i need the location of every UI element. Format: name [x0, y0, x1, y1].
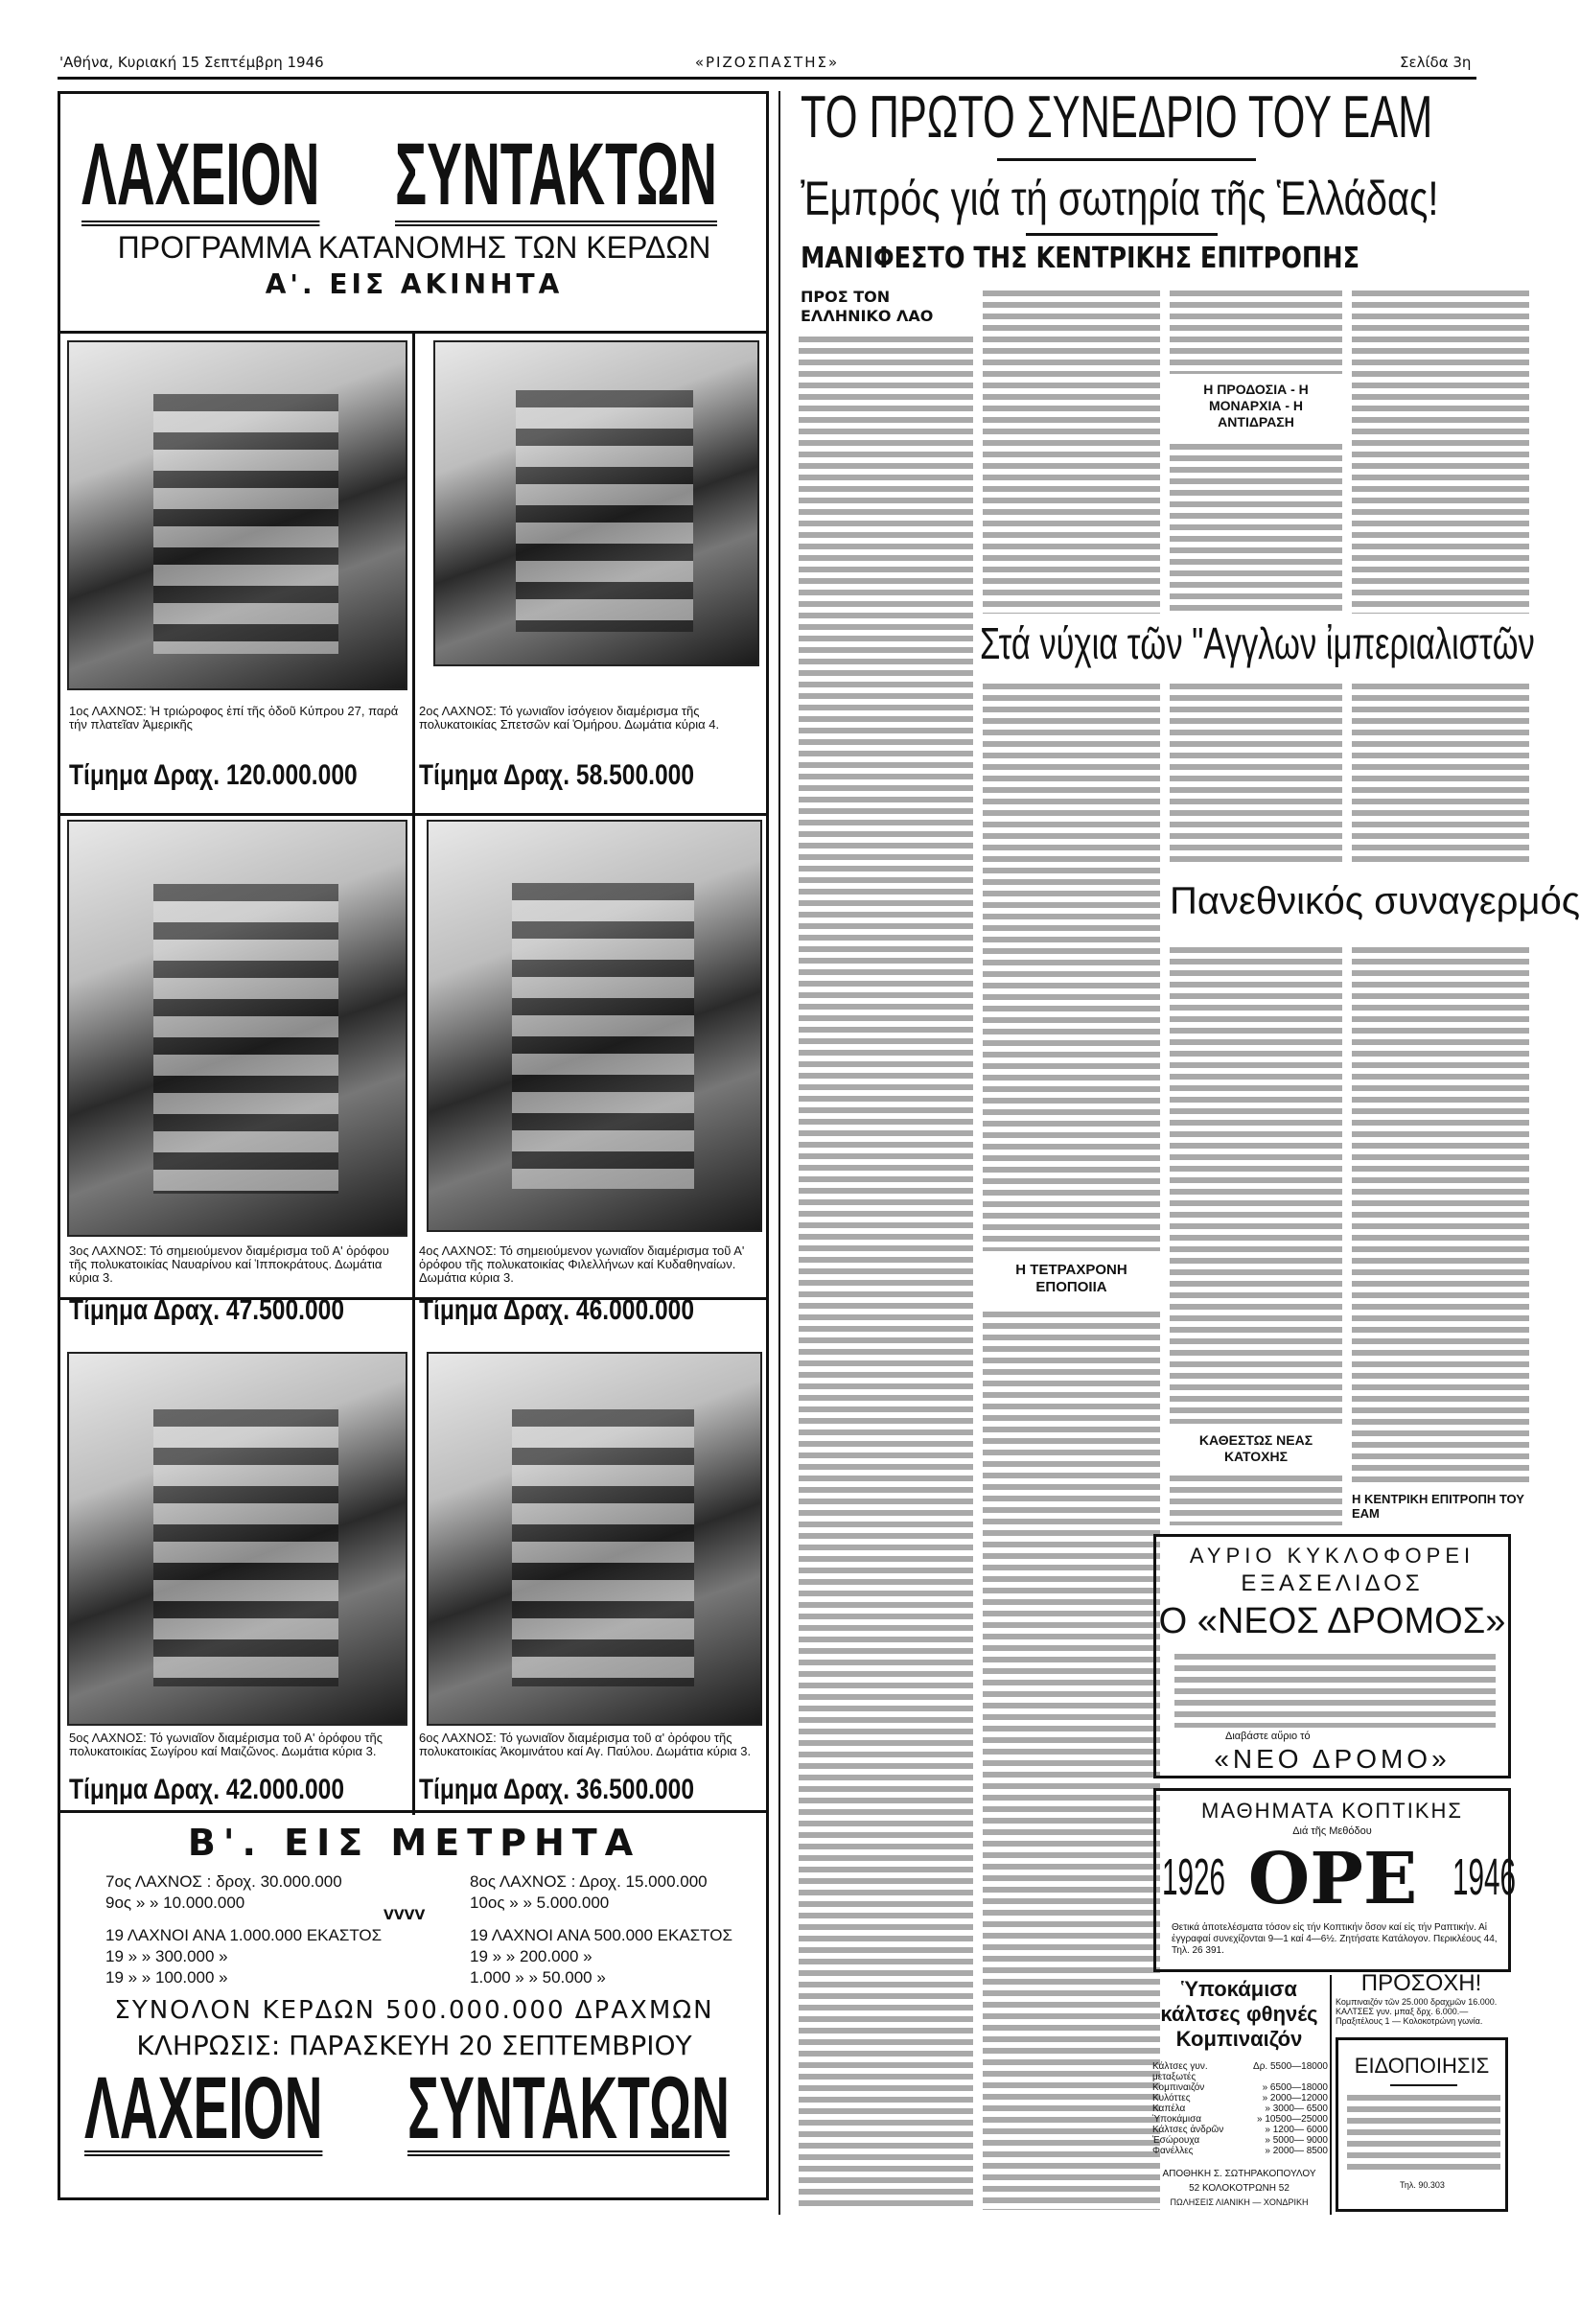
article-headline: ΤΟ ΠΡΩΤΟ ΣΥΝΕΔΡΙΟ ΤΟΥ ΕΑΜ [801, 84, 1433, 151]
article-column-2-bottom [983, 1309, 1160, 2210]
property-photo-2 [433, 340, 759, 666]
prize-row: 1.000 » » 50.000 » [470, 1968, 606, 1987]
item: Καπέλα [1152, 2103, 1186, 2114]
price: » 2000—12000 [1262, 2093, 1328, 2103]
price: » 10500—25000 [1257, 2114, 1328, 2125]
prize-row: 19 » » 300.000 » [105, 1947, 228, 1965]
prize-row: 19 ΛΑΧΝΟΙ ΑΝΑ 1.000.000 ΕΚΑΣΤΟΣ [105, 1926, 383, 1944]
section-a-heading: Α'. ΕΙΣ ΑΚΙΝΗΤΑ [265, 268, 564, 300]
grid-divider [412, 334, 415, 1815]
article-signature: Η ΚΕΝΤΡΙΚΗ ΕΠΙΤΡΟΠΗ ΤΟΥ ΕΑΜ [1352, 1492, 1524, 1521]
property-photo-4 [427, 820, 762, 1232]
item: Κάλτσες ἀνδρῶν [1152, 2125, 1224, 2135]
price-row [1152, 2082, 1328, 2093]
price-row [1152, 2135, 1328, 2146]
masthead-rule [58, 77, 1476, 80]
article-column-4-top [1352, 288, 1529, 614]
shirts-store: ΑΠΟΘΗΚΗ Σ. ΣΩΤΗΡΑΚΟΠΟΥΛΟΥ [1162, 2169, 1316, 2179]
ad-line-tomorrow: ΑΥΡΙΟ ΚΥΚΛΟΦΟΡΕΙ [1189, 1544, 1475, 1568]
issue-date: 'Αθήνα, Κυριακή 15 Σεπτέμβρη 1946 [59, 54, 324, 71]
property-caption-3: 3ος ΛΑΧΝΟΣ: Τό σημειούμενον διαμέρισμα τοῦ Α' ὀρόφου τῆς πολυκατοικίας Ναυαρίνου καί Ἱπποκράτους. Δωμάτια κύρια 3. [69, 1243, 389, 1285]
article-subheadline: Ἐμπρός γιά τή σωτηρία τῆς Ἑλλάδας! [801, 172, 1439, 225]
prize-row: 19 » » 200.000 » [470, 1947, 592, 1965]
article-column-4-bottom [1352, 944, 1529, 1486]
subhead-betrayal: Η ΠΡΟΔΟΣΙΑ - Η ΜΟΝΑΡΧΙΑ - Η ΑΝΤΙΔΡΑΣΗ [1203, 382, 1309, 430]
prize-row: 8ος ΛΑΧΝΟΣ : Δροχ. 15.000.000 [470, 1872, 708, 1891]
price: » 6500—18000 [1262, 2082, 1328, 2093]
article-column-3-bottom [1170, 1473, 1342, 1525]
property-caption-5: 5ος ΛΑΧΝΟΣ: Τό γωνιαῖον διαμέρισμα τοῦ Α' ὀρόφου τῆς πολυκατοικίας Σωγίρου καί Μαιζῶνος. Δωμάτια κύρια 3. [69, 1731, 383, 1758]
divider [1026, 233, 1218, 236]
article-column-1 [799, 334, 973, 2210]
ore-year-right: 1946 [1452, 1848, 1517, 1906]
divider [997, 158, 1256, 161]
ore-title: ΜΑΘΗΜΑΤΑ ΚΟΠΤΙΚΗΣ [1201, 1799, 1463, 1823]
shirts-address: 52 ΚΟΛΟΚΟΤΡΩΝΗ 52 [1189, 2183, 1290, 2194]
section-headline-imperialists: Στά νύχια τῶν "Αγγλων ἰμπεριαλιστῶν [980, 618, 1535, 668]
price-row [1152, 2125, 1328, 2135]
ore-brand: ΟΡΕ [1247, 1838, 1418, 1920]
property-price-5: Τίμημα Δραχ. 42.000.000 [69, 1774, 345, 1805]
subhead-to-greek-people: ΠΡΟΣ ΤΟΝ ΕΛΛΗΝΙΚΟ ΛΑΟ [801, 288, 934, 325]
prize-row: 7ος ΛΑΧΝΟΣ : δροχ. 30.000.000 [105, 1872, 342, 1891]
property-price-2: Τίμημα Δραχ. 58.500.000 [419, 759, 695, 791]
section-b-heading: Β'. ΕΙΣ ΜΕΤΡΗΤΑ [187, 1822, 641, 1864]
prize-row: 19 ΛΑΧΝΟΙ ΑΝΑ 500.000 ΕΚΑΣΤΟΣ [470, 1926, 732, 1944]
item: Ἐσώρουχα [1152, 2135, 1200, 2146]
notice-phone: Τηλ. 90.303 [1400, 2180, 1445, 2190]
property-price-3: Τίμημα Δραχ. 47.500.000 [69, 1294, 345, 1326]
article-kicker: ΜΑΝΙΦΕΣΤΟ ΤΗΣ ΚΕΝΤΡΙΚΗΣ ΕΠΙΤΡΟΠΗΣ [801, 242, 1360, 275]
attention-title: ΠΡΟΣΟΧΗ! [1360, 1970, 1482, 1996]
property-price-1: Τίμημα Δραχ. 120.000.000 [69, 759, 358, 791]
attention-body: Κομπιναιζόν τῶν 25.000 δραχμῶν 16.000. ΚΑΛΤΣΕΣ γυν. μπαξ δρχ. 6.000.— Πραξιτέλους 1 — Κολοκοτρώνη γωνία. [1336, 1997, 1498, 2026]
ornament: ᐯᐯᐯᐯ [383, 1908, 426, 1923]
item: Φανέλλες [1152, 2146, 1194, 2156]
total-prizes: ΣΥΝΟΛΟΝ ΚΕΡΔΩΝ 500.000.000 ΔΡΑΧΜΩΝ [114, 1996, 714, 2025]
lottery-title-left: ΛΑΧΕΙΟΝ [81, 129, 319, 226]
price: Δρ. 5500—18000 [1253, 2061, 1328, 2072]
item: Κυλόττες [1152, 2093, 1191, 2103]
shirts-title: Ὑποκάμισα κάλτσες φθηνές Κομπιναιζόν [1160, 1977, 1318, 2051]
item: Κάλτσες γυν. μεταξωτές [1152, 2061, 1208, 2082]
lottery-title-right: ΣΥΝΤΑΚΤΩΝ [395, 129, 717, 226]
draw-date: ΚΛΗΡΩΣΙΣ: ΠΑΡΑΣΚΕΥΗ 20 ΣΕΠΤΕΜΒΡΙΟΥ [136, 2030, 692, 2061]
item: Κομπιναιζόν [1152, 2082, 1205, 2093]
price: » 1200— 6000 [1265, 2125, 1328, 2135]
property-price-4: Τίμημα Δραχ. 46.000.000 [419, 1294, 695, 1326]
prize-row: 19 » » 100.000 » [105, 1968, 228, 1987]
price-row [1152, 2146, 1328, 2156]
property-photo-1 [67, 340, 407, 690]
property-caption-6: 6ος ΛΑΧΝΟΣ: Τό γωνιαῖον διαμέρισμα τοῦ α' ὀρόφου τῆς πολυκατοικίας Ἀκομινάτου καί Αγ. Παύλου. Δωμάτια κύρια 3. [419, 1731, 752, 1758]
column-divider [778, 91, 780, 2215]
article-column-4-mid [1352, 681, 1529, 868]
price: » 3000— 6500 [1265, 2103, 1328, 2114]
price: » 5000— 9000 [1265, 2135, 1328, 2146]
cash-prizes-right [470, 1871, 732, 1988]
lottery-footer-right: ΣΥΝΤΑΚΤΩΝ [407, 2059, 730, 2157]
divider [1390, 2084, 1457, 2086]
article-column-3b [1170, 944, 1342, 1424]
newspaper-name: «ΡΙΖΟΣΠΑΣΤΗΣ» [694, 54, 840, 71]
cash-prizes-left [105, 1871, 382, 1988]
ore-body: Θετικά ἀποτελέσματα τόσον εἰς τήν Κοπτικήν ὅσον καί εἰς τήν Ραπτικήν. Αἱ ἐγγραφαί συνεχίζονται 9—1 καί 4—6½. Ζητήσατε Κατάλογον. Περικλέους 44, Τηλ. 26 391. [1172, 1922, 1498, 1956]
property-photo-5 [67, 1352, 407, 1726]
ad-title-neos-dromos: Ο «ΝΕΟΣ ΔΡΟΜΟΣ» [1158, 1601, 1506, 1641]
article-column-3-top [1170, 288, 1342, 374]
section-headline-mobilization: Πανεθνικός συναγερμός [1170, 880, 1580, 922]
property-price-6: Τίμημα Δραχ. 36.500.000 [419, 1774, 695, 1805]
price-row [1152, 2093, 1328, 2103]
property-caption-4: 4ος ΛΑΧΝΟΣ: Τό σημειούμενον γωνιαῖον διαμέρισμα τοῦ Α' ὀρόφου τῆς πολυκατοικίας Φιλελλήνων καί Κυδαθηναίων. Δωμάτια κύρια 3. [419, 1243, 745, 1285]
shirts-price-list [1152, 2061, 1328, 2156]
prize-row: 10ος » » 5.000.000 [470, 1894, 610, 1912]
price-row [1152, 2114, 1328, 2125]
subhead-four-year-epic: Η ΤΕΤΡΑΧΡΟΝΗ ΕΠΟΠΟΙΙΑ [1015, 1262, 1127, 1295]
property-photo-3 [67, 820, 407, 1237]
property-caption-1: 1ος ΛΑΧΝΟΣ: Ἡ τριώροφος ἐπί τῆς ὁδοῦ Κύπρου 27, παρά τήν πλατεῖαν Ἀμερικῆς [69, 704, 399, 732]
ad-body [1174, 1651, 1496, 1728]
ore-year-left: 1926 [1162, 1848, 1226, 1906]
price-row [1152, 2061, 1328, 2082]
article-column-3-body [1170, 681, 1342, 868]
property-photo-6 [427, 1352, 762, 1726]
grid-divider [59, 1810, 769, 1813]
property-caption-2: 2ος ΛΑΧΝΟΣ: Τό γωνιαῖον ἰσόγειον διαμέρισμα τῆς πολυκατοικίας Σπετσῶν καί Ὁμήρου. Δωμάτια κύρια 4. [419, 704, 720, 732]
shirts-sales: ΠΩΛΗΣΕΙΣ ΛΙΑΝΙΚΗ — ΧΟΝΔΡΙΚΗ [1170, 2197, 1309, 2207]
notice-body-text [1347, 2092, 1500, 2174]
item: Ὑποκάμισα [1152, 2114, 1202, 2125]
price-row [1152, 2103, 1328, 2114]
prize-row: 9ος » » 10.000.000 [105, 1894, 245, 1912]
price: » 2000— 8500 [1265, 2146, 1328, 2156]
article-column-2-mid [983, 681, 1160, 1251]
lottery-subtitle: ΠΡΟΓΡΑΜΜΑ ΚΑΤΑΝΟΜΗΣ ΤΩΝ ΚΕΡΔΩΝ [117, 230, 711, 265]
grid-divider [59, 813, 769, 816]
ad-footer-title: «ΝΕΟ ΔΡΟΜΟ» [1214, 1744, 1451, 1774]
article-column-3-mid [1170, 441, 1342, 614]
page-number: Σελίδα 3η [1400, 54, 1472, 71]
article-column-2-top [983, 288, 1160, 614]
subhead-new-occupation: ΚΑΘΕΣΤΩΣ ΝΕΑΣ ΚΑΤΟΧΗΣ [1198, 1432, 1313, 1464]
ad-line-six-page: ΕΞΑΣΕΛΙΔΟΣ [1241, 1570, 1424, 1596]
ad-footer-intro: Διαβάστε αὔριο τό [1225, 1731, 1311, 1742]
lottery-footer-left: ΛΑΧΕΙΟΝ [84, 2059, 323, 2157]
divider [1330, 1975, 1332, 2215]
notice-title: ΕΙΔΟΠΟΙΗΣΙΣ [1354, 2054, 1490, 2078]
ore-method: Διά τῆς Μεθόδου [1292, 1825, 1372, 1837]
